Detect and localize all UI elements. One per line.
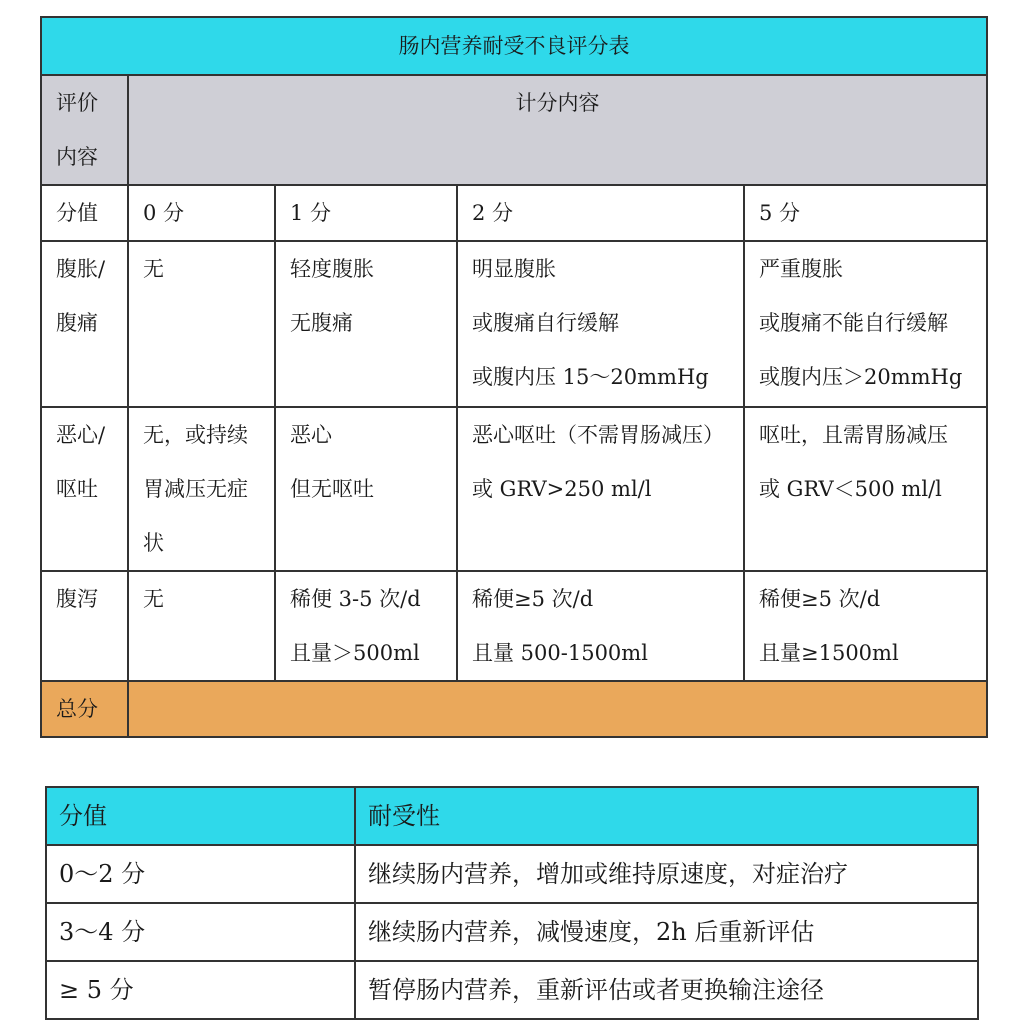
criteria-cell: 无 bbox=[128, 241, 275, 407]
row-label: 腹泻 bbox=[41, 571, 128, 681]
score-row-label: 分值 bbox=[41, 185, 128, 241]
total-value-cell bbox=[128, 681, 987, 737]
total-row bbox=[41, 681, 987, 737]
table-row-bloating bbox=[41, 241, 987, 407]
header-tolerance: 耐受性 bbox=[355, 787, 978, 845]
score-range: ≥ 5 分 bbox=[46, 961, 355, 1019]
criteria-cell: 稀便 3-5 次/d 且量＞500ml bbox=[275, 571, 457, 681]
score-content-header: 计分内容 bbox=[128, 75, 987, 185]
table-row bbox=[46, 961, 978, 1019]
criteria-cell: 恶心呕吐（不需胃肠减压） 或 GRV>250 ml/l bbox=[457, 407, 744, 571]
score-table bbox=[40, 16, 988, 738]
header-score: 分值 bbox=[46, 787, 355, 845]
criteria-cell: 轻度腹胀 无腹痛 bbox=[275, 241, 457, 407]
criteria-cell: 恶心 但无呕吐 bbox=[275, 407, 457, 571]
tolerance-action: 继续肠内营养，减慢速度，2h 后重新评估 bbox=[355, 903, 978, 961]
row-label: 腹胀/ 腹痛 bbox=[41, 241, 128, 407]
score-cell: 5 分 bbox=[744, 185, 987, 241]
tolerance-action: 暂停肠内营养，重新评估或者更换输注途径 bbox=[355, 961, 978, 1019]
table-row-diarrhea bbox=[41, 571, 987, 681]
table-row-nausea bbox=[41, 407, 987, 571]
score-cell: 0 分 bbox=[128, 185, 275, 241]
criteria-cell: 呕吐，且需胃肠减压 或 GRV＜500 ml/l bbox=[744, 407, 987, 571]
criteria-cell: 严重腹胀 或腹痛不能自行缓解 或腹内压＞20mmHg bbox=[744, 241, 987, 407]
score-values-row bbox=[41, 185, 987, 241]
table-row bbox=[46, 903, 978, 961]
tolerance-action: 继续肠内营养，增加或维持原速度，对症治疗 bbox=[355, 845, 978, 903]
criteria-cell: 明显腹胀 或腹痛自行缓解 或腹内压 15～20mmHg bbox=[457, 241, 744, 407]
total-label: 总分 bbox=[41, 681, 128, 737]
criteria-cell: 稀便≥5 次/d 且量≥1500ml bbox=[744, 571, 987, 681]
criteria-cell: 无 bbox=[128, 571, 275, 681]
table-row bbox=[46, 845, 978, 903]
score-cell: 2 分 bbox=[457, 185, 744, 241]
criteria-cell: 无，或持续 胃减压无症 状 bbox=[128, 407, 275, 571]
score-table-title: 肠内营养耐受不良评分表 bbox=[41, 17, 987, 75]
tolerance-table bbox=[45, 786, 979, 1020]
criteria-cell: 稀便≥5 次/d 且量 500-1500ml bbox=[457, 571, 744, 681]
score-cell: 1 分 bbox=[275, 185, 457, 241]
score-range: 3～4 分 bbox=[46, 903, 355, 961]
eval-content-header: 评价 内容 bbox=[41, 75, 128, 185]
tolerance-header-row bbox=[46, 787, 978, 845]
row-label: 恶心/ 呕吐 bbox=[41, 407, 128, 571]
score-range: 0～2 分 bbox=[46, 845, 355, 903]
